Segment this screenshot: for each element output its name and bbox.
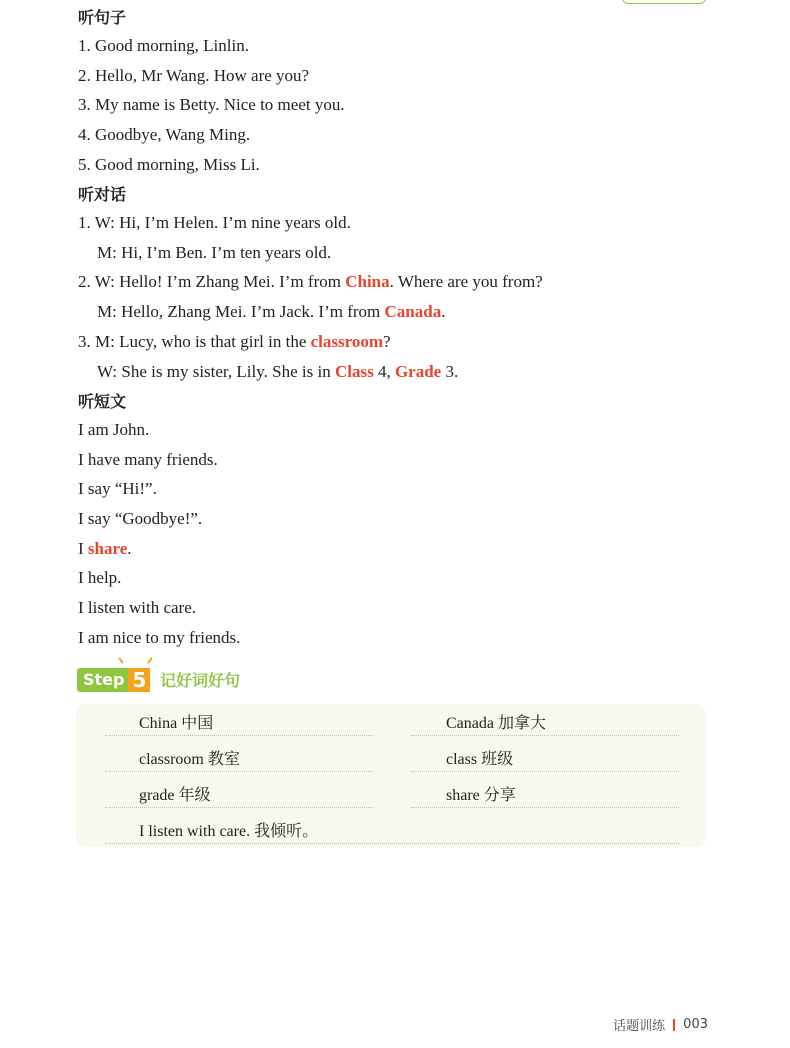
dialogue-1-m: M: Hi, I’m Ben. I’m ten years old. — [97, 243, 332, 262]
text-segment: I — [78, 539, 88, 558]
text-segment: W: She is my sister, Lily. She is in — [97, 362, 335, 381]
keyword-share: share — [87, 539, 128, 558]
spark-icon — [118, 657, 124, 664]
text-segment: ? — [383, 332, 391, 351]
step-label: Step — [77, 668, 128, 692]
keyword-class: Class — [334, 362, 374, 381]
sentence-3: 3. My name is Betty. Nice to meet you. — [78, 95, 345, 114]
text-segment: 2. W: Hello! I’m Zhang Mei. I’m from — [78, 272, 346, 291]
section-title-passage: 听短文 — [78, 392, 127, 411]
keyword-grade: Grade — [394, 362, 442, 381]
passage-line-4: I say “Goodbye!”. — [78, 509, 203, 528]
passage-line-1: I am John. — [78, 420, 150, 439]
sentence-2: 2. Hello, Mr Wang. How are you? — [78, 66, 310, 85]
passage-line-5 — [78, 538, 132, 560]
dialogue-2-w — [78, 271, 543, 293]
vocab-item: grade 年级 — [139, 787, 211, 804]
dialogue-2-m — [97, 301, 445, 323]
keyword-china: China — [345, 272, 390, 291]
text-segment: M: Hello, Zhang Mei. I’m Jack. I’m from — [97, 302, 385, 321]
vocab-item: share 分享 — [446, 787, 516, 804]
step-title: 记好词好句 — [160, 671, 241, 690]
vocab-item: Canada 加拿大 — [446, 715, 546, 732]
page-number: 003 — [683, 1017, 708, 1032]
vocab-item: classroom 教室 — [139, 751, 240, 768]
passage-line-3: I say “Hi!”. — [78, 479, 157, 498]
passage-line-2: I have many friends. — [78, 450, 218, 469]
vocab-item: class 班级 — [446, 751, 514, 768]
section-title-sentences: 听句子 — [78, 8, 127, 27]
sentence-1: 1. Good morning, Linlin. — [78, 36, 249, 55]
top-tab-decoration — [622, 0, 706, 4]
sentence-5: 5. Good morning, Miss Li. — [78, 155, 260, 174]
spark-icon — [147, 657, 153, 664]
text-segment: . Where are you from? — [389, 272, 543, 291]
keyword-canada: Canada — [384, 302, 442, 321]
footer-divider — [673, 1019, 675, 1031]
text-segment: . — [127, 539, 132, 558]
passage-line-8: I am nice to my friends. — [78, 628, 241, 647]
dialogue-1-w: 1. W: Hi, I’m Helen. I’m nine years old. — [78, 213, 351, 232]
step-number: 5 — [128, 668, 150, 692]
dialogue-3-m — [78, 331, 391, 353]
passage-line-7: I listen with care. — [78, 598, 197, 617]
step-badge — [77, 668, 150, 692]
passage-line-6: I help. — [78, 568, 122, 587]
keyword-classroom: classroom — [310, 332, 384, 351]
dialogue-3-w — [97, 361, 458, 383]
text-segment: . — [441, 302, 446, 321]
vocab-sentence: I listen with care. 我倾听。 — [139, 823, 319, 840]
text-segment: 3. M: Lucy, who is that girl in the — [78, 332, 311, 351]
page-footer — [613, 1015, 708, 1034]
text-segment: 4, — [373, 362, 395, 381]
footer-label: 话题训练 — [613, 1019, 666, 1034]
section-title-dialogues: 听对话 — [78, 185, 127, 204]
sentence-4: 4. Goodbye, Wang Ming. — [78, 125, 251, 144]
text-segment: 3. — [441, 362, 459, 381]
vocab-item: China 中国 — [139, 715, 214, 732]
